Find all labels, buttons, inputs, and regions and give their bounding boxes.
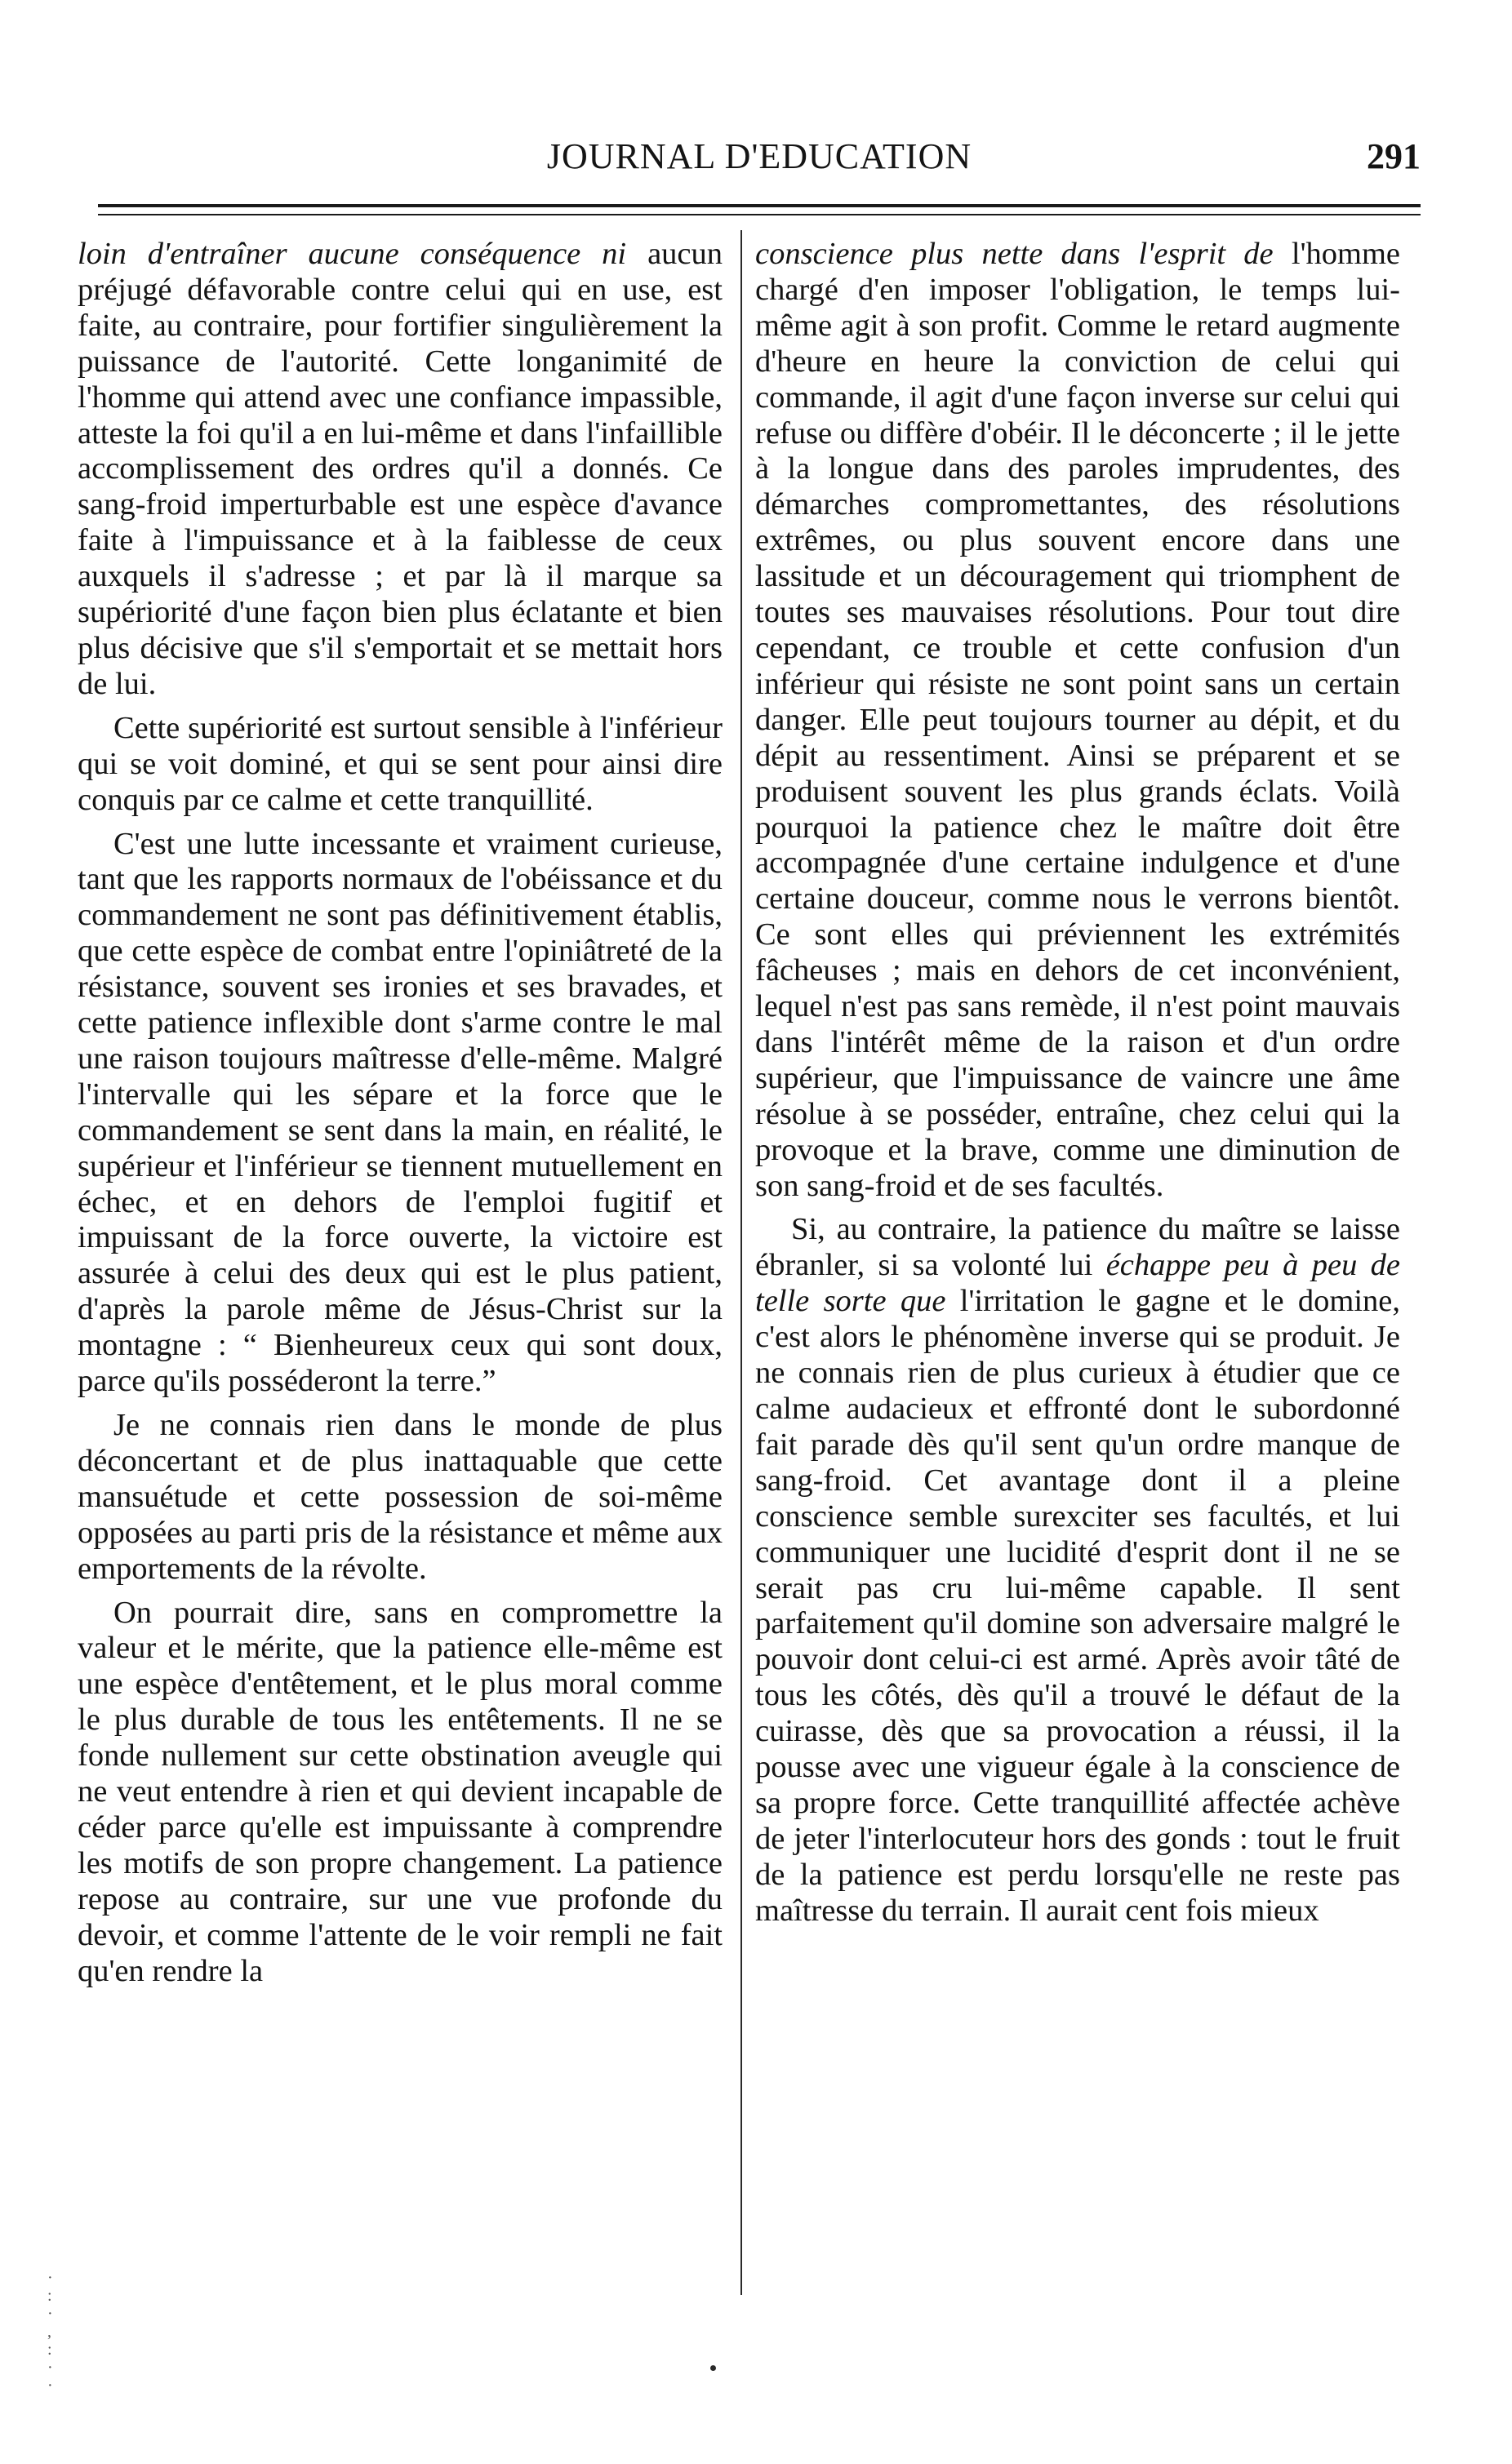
paragraph bbox=[755, 1212, 1400, 1929]
column-divider bbox=[740, 230, 742, 2295]
header-rule-thick bbox=[98, 204, 1421, 207]
paragraph-text: aucun préjugé défavorable contre celui qui en use, est faite, au contraire, pour fortifier singulièrement la puissance de l'autorité. Cette longanimité de l'homme qui attend avec une confiance impassible, atteste la foi qu'il a en lui-même et dans l'infaillible accomplissement des ordres qu'il a donnés. Ce sang-froid imperturbable est une espèce d'avance faite à l'impuissance et à la faiblesse de ceux auxquels il s'adresse ; et par là il marque sa supériorité d'une façon bien plus éclatante et bien plus décisive que s'il s'emportait et se mettait hors de lui. bbox=[78, 237, 723, 701]
right-column bbox=[755, 237, 1400, 2293]
journal-title: JOURNAL D'EDUCATION bbox=[546, 136, 972, 176]
paragraph-text: l'homme chargé d'en imposer l'obligation, le temps lui-même agit à son profit. Comme le retard augmente d'heure en heure la conviction de celui qui commande, il agit d'une façon inverse sur celui qui refuse ou diffère d'obéir. Il le déconcerte ; il le jette à la longue dans des paroles imprudentes, des démarches compromettantes, des résolutions extrêmes, ou plus souvent encore dans une lassitude et un découragement qui triomphent de toutes ses mauvaises résolutions. Pour tout dire cependant, ce trouble et cette confusion d'un inférieur qui résiste ne sont point sans un certain danger. Elle peut toujours tourner au dépit, et du dépit au ressentiment. Ainsi se préparent et se produisent souvent les plus grands éclats. Voilà pourquoi la patience chez le maître doit être accompagnée d'une certaine indulgence et d'une certaine douceur, comme nous le verrons bientôt. Ce sont elles qui préviennent les extrémités fâcheuses ; mais en dehors de cet inconvénient, lequel n'est pas sans remède, il n'est point mauvais dans l'intérêt même de la raison et d'un ordre supérieur, que l'impuissance de vaincre une âme résolue à se posséder, entraîne, chez celui qui la provoque et la brave, comme une diminution de son sang-froid et de ses facultés. bbox=[755, 237, 1400, 1203]
page-number: 291 bbox=[1367, 136, 1421, 176]
paragraph bbox=[755, 237, 1400, 1204]
running-header bbox=[98, 132, 1421, 181]
paragraph: On pourrait dire, sans en compromettre la valeur et le mérite, que la patience elle-même est une espèce d'entêtement, et le plus moral comme le plus durable de tous les entêtements. Il ne se fonde nullement sur cette obstination aveugle qui ne veut entendre à rien et qui devient incapable de céder parce qu'elle est impuissante à comprendre les motifs de son propre changement. La patience repose au contraire, sur une vue profonde du devoir, et comme l'attente de le voir rempli ne fait qu'en rendre la bbox=[78, 1595, 723, 1988]
paragraph: Cette supériorité est surtout sensible à l'inférieur qui se voit dominé, et qui se sent pour ainsi dire conquis par ce calme et cette tranquillité. bbox=[78, 710, 723, 817]
footer-dot bbox=[710, 2365, 716, 2371]
italic-line: loin d'entraîner aucune conséquence ni bbox=[78, 237, 627, 271]
paragraph-text: Si, au contraire, la patience du maître se laisse ébranler, si sa volonté lui bbox=[755, 1212, 1400, 1283]
italic-phrase: échappe peu à peu de telle sorte que bbox=[755, 1248, 1400, 1319]
paragraph: C'est une lutte incessante et vraiment curieuse, tant que les rapports normaux de l'obéissance et du commandement ne sont pas définitivement établis, que cette espèce de combat entre l'opiniâtreté de la résistance, souvent ses ironies et ses bravades, et cette patience inflexible dont s'arme contre le mal une raison toujours maîtresse d'elle-même. Malgré l'intervalle qui les sépare et la force que le commandement se sent dans la main, en réalité, le supérieur et l'inférieur se tiennent mutuellement en échec, et en dehors de l'emploi fugitif et impuissant de la force ouverte, la victoire est assurée à celui des deux qui est le plus patient, d'après la parole même de Jésus-Christ sur la montagne : “ Bienheureux ceux qui sont doux, parce qu'ils posséderont la terre.” bbox=[78, 826, 723, 1399]
paragraph bbox=[78, 237, 723, 703]
margin-scan-marks: · : · , : · · bbox=[47, 2269, 53, 2395]
header-rule-thin bbox=[98, 214, 1421, 215]
left-column bbox=[78, 237, 723, 2293]
paragraph-text: l'irritation le gagne et le domine, c'est alors le phénomène inverse qui se produit. Je ne connais rien de plus curieux à étudier que ce calme audacieux et effronté dont le subordonné fait parade dès qu'il sent qu'un ordre manque de sang-froid. Cet avantage dont il a pleine conscience semble surexciter ses facultés, et lui communiquer une lucidité d'esprit dont il ne se serait pas cru lui-même capable. Il sent parfaitement qu'il domine son adversaire malgré le pouvoir dont celui-ci est armé. Après avoir tâté de tous les côtés, dès qu'il a trouvé le défaut de la cuirasse, dès que sa provocation a réussi, il la pousse avec une vigueur égale à la conscience de sa propre force. Cette tranquillité affectée achève de jeter l'interlocuteur hors des gonds : tout le fruit de la patience est perdu lorsqu'elle ne reste pas maîtresse du terrain. Il aurait cent fois mieux bbox=[755, 1284, 1400, 1928]
paragraph: Je ne connais rien dans le monde de plus déconcertant et de plus inattaquable que cette mansuétude et cette possession de soi-même opposées au parti pris de la résistance et même aux emportements de la révolte. bbox=[78, 1408, 723, 1586]
italic-line: conscience plus nette dans l'esprit de bbox=[755, 237, 1274, 271]
